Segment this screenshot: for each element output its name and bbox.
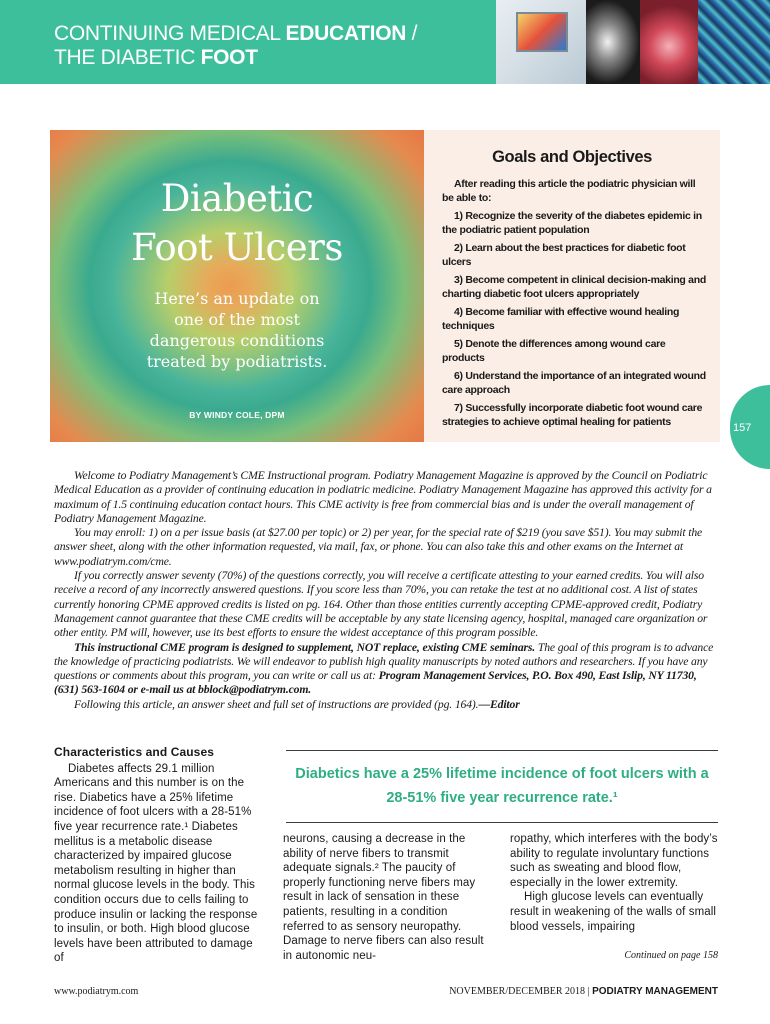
goals-list — [442, 178, 708, 434]
intro-paragraph: Welcome to Podiatry Management’s CME Instructional program. Podiatry Management Magazine is approved by the Council on Podiatric Medical Education as a provider of continuing education in podiatric medicine. Podiatry Management Magazine has approved this activity for a maximum of 1.5 continuing education contact hours. This CME activity is free from commercial bias and is under the overall management of Podiatry Management Magazine. — [54, 469, 712, 525]
editor-signature: —Editor — [478, 697, 520, 711]
goals-title: Goals and Objectives — [492, 148, 652, 166]
page-number: 157 — [733, 422, 752, 434]
goal-item: 1) Recognize the severity of the diabetes epidemic in the podiatric patient population — [442, 210, 702, 236]
article-title-line2: Foot Ulcers — [131, 226, 343, 269]
body-paragraph: neurons, causing a decrease in the ability of nerve fibers to transmit adequate signals.² The paucity of properly functioning nerve fibers may result in lack of sensation in these patients, resulting in a condition referred to as sensory neuropathy. Damage to nerve fibers can also result in autonomic neu- — [283, 833, 484, 962]
author-byline: BY WINDY COLE, DPM — [189, 410, 285, 420]
header-line1-tail: / — [406, 22, 418, 45]
section-title — [54, 22, 417, 70]
footer-magazine: PODIATRY MANAGEMENT — [592, 986, 718, 997]
body-paragraph: ropathy, which interferes with the body’s ability to regulate involuntary functions such as sweating and blood flow, especially in the lower extremity. — [510, 833, 718, 889]
article-title-line1: Diabetic — [160, 177, 314, 220]
goal-item: 7) Successfully incorporate diabetic foot wound care strategies to achieve optimal healing for patients — [442, 402, 703, 428]
footer-website: www.podiatrym.com — [54, 986, 139, 997]
body-paragraph: High glucose levels can eventually result in weakening of the walls of small blood vessels, impairing — [510, 891, 717, 933]
medical-device-image — [496, 0, 586, 84]
goal-item: 5) Denote the differences among wound care products — [442, 338, 666, 364]
contact-info: Program Management Services, P.O. Box 490, East Islip, NY 11730, (631) 563-1604 or e-mail us at bblock@podiatrym.com. — [54, 669, 697, 697]
cme-intro — [54, 469, 718, 712]
wound-photo-image — [640, 0, 698, 84]
hero-panel — [50, 130, 424, 442]
foot-xray-image — [586, 0, 640, 84]
header-image-strip — [496, 0, 770, 84]
goals-box — [424, 130, 720, 442]
section-header-band — [0, 0, 770, 84]
article-column-2 — [283, 832, 491, 963]
goal-item: 4) Become familiar with effective wound healing techniques — [442, 306, 680, 332]
section-heading: Characteristics and Causes — [54, 745, 215, 759]
intro-paragraph: If you correctly answer seventy (70%) of the questions correctly, you will receive a certificate attesting to your earned credits. You will also receive a record of any incorrectly answered questions. If you score less than 70%, you can retake the test at no additional cost. A list of states currently honoring CPME approved credits is listed on pg. 164. Other than those entities currently accepting CPME-approved credit, Podiatry Management cannot guarantee that these CME credits will be acceptable by any state licensing agency, hospital, managed care organization or other entity. PM will, however, use its best efforts to ensure the widest acceptance of this program possible. — [54, 569, 708, 640]
intro-text: Following this article, an answer sheet and full set of instructions are provided (pg. 164). — [74, 697, 479, 711]
footer-separator: | — [585, 986, 593, 997]
header-line1-regular: CONTINUING MEDICAL — [54, 22, 286, 45]
header-line2-regular: THE DIABETIC — [54, 46, 201, 69]
intro-paragraph — [54, 641, 718, 698]
intro-paragraph — [54, 698, 718, 712]
device-screen — [516, 12, 568, 52]
footer-issue: NOVEMBER/DECEMBER 2018 — [449, 986, 586, 997]
continued-note: Continued on page 158 — [624, 950, 718, 961]
pull-quote-rule-bottom — [286, 822, 718, 823]
pull-quote-rule-top — [286, 750, 718, 751]
goals-intro: After reading this article the podiatric physician will be able to: — [442, 178, 696, 204]
article-subtitle: Here’s an update on one of the most dangerous conditions treated by podiatrists. — [146, 289, 328, 371]
goal-item: 3) Become competent in clinical decision-making and charting diabetic foot ulcers appropriately — [442, 274, 706, 300]
goal-item: 6) Understand the importance of an integrated wound care approach — [442, 370, 706, 396]
article-title — [50, 174, 424, 272]
intro-emphasis: This instructional CME program is designed to supplement, NOT replace, existing CME seminars. — [74, 640, 536, 654]
footer-issue-info — [449, 986, 718, 997]
cell-micrograph-image — [698, 0, 770, 84]
header-line2-bold: FOOT — [200, 46, 258, 69]
article-column-3 — [510, 832, 718, 934]
intro-paragraph: You may enroll: 1) on a per issue basis (at $27.00 per topic) or 2) per year, for the special rate of $219 (you save $51). You may submit the answer sheet, along with the other information requested, via mail, fax, or phone. You can also take this and other exams on the Internet at www.podiatrym.com/cme. — [54, 526, 703, 568]
intro-text: The goal of this program is to advance the knowledge of practicing podiatrists. We will endeavor to publish high quality manuscripts by noted authors and researchers. If you have any questions or comments about this program, you can write or call us at: — [54, 640, 714, 683]
article-column-1 — [54, 745, 262, 966]
pull-quote: Diabetics have a 25% lifetime incidence of foot ulcers with a 28-51% five year recurrence rate.¹ — [295, 766, 709, 806]
body-paragraph: Diabetes affects 29.1 million Americans and this number is on the rise. Diabetics have a 25% lifetime incidence of foot ulcers with a 28-51% five year recurrence rate.¹ Diabetes mellitus is a metabolic disease characterized by impaired glucose metabolism resulting in higher than normal glucose levels in the body. This condition occurs due to cells failing to produce insulin or lacking the response to insulin, or both. High blood glucose levels have been attributed to damage of — [54, 762, 258, 965]
goal-item: 2) Learn about the best practices for diabetic foot ulcers — [442, 242, 686, 268]
header-line1-bold: EDUCATION — [285, 22, 407, 45]
